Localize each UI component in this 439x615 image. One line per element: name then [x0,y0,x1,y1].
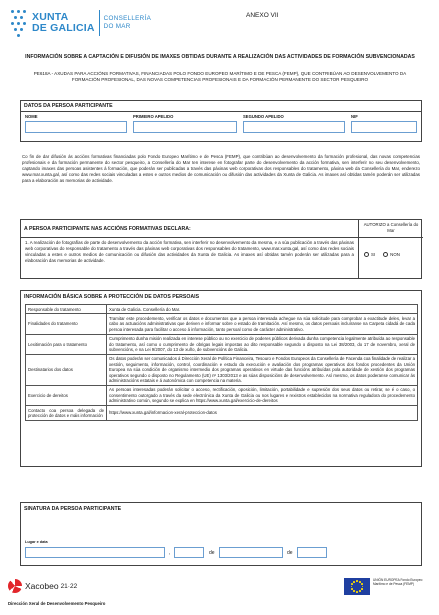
option-no[interactable] [383,252,400,257]
document-subtitle: PE618A - AXUDAS PARA ACCIÓNS FORMATIVAS, FINANCIADAS POLO FONDO EUROPEO MARÍTIMO E DE PESCA (FEMP), QUE CONTRIBÚAN AO DESENVOLVEMENTO DA FORMACIÓN PROFESIONAL, DAS NOVAS COMPETENCIAS PROFESIONAIS E DA FORMACIÓN PERMANENTE DO SECTOR PESQUEIRO [33,71,407,82]
authorize-divider [359,237,423,238]
place-field[interactable] [25,547,165,558]
signature-section [20,502,422,566]
row-label: Exercicio de dereitos [26,385,107,405]
eu-star-icon [351,586,353,588]
year-field[interactable] [297,547,327,558]
eu-star-icon [361,588,363,590]
yes-radio-icon[interactable] [364,252,369,257]
xunta-logo [10,8,151,38]
authorization-text: 1. A realización de fotografías de parte do desenvolvemento da acción formativa, sen interferir no desenvolvemento da mesma, e a súa publicación a través das páxinas web corporativas do responsable do tratamento a través das páxinas web corporativas dos responsables do tratamento, www.mar.xunta.gal, así como das redes sociais vinculadas a estes e outros medios de comunicación ou difusión das actividades da Xunta de Galicia. As imaxes así obtidas tamén poderán ser utilizadas para a elaboración das memorias de actividade. [25,240,354,263]
option-yes[interactable] [364,252,375,257]
row-label: Lexitimación para o tratamento [26,334,107,354]
row-value: Tramitar este procedemento, verificar os datos e documentos que a persoa interesada achegue na súa solicitude para comprobar a exactitude deles, levar a cabo as actuacións administrativas que deriven e informar sobre o estado de tramitación. Así mesmo, os datos persoais incluíranse na Carpeta cidadá de cada persoa interesada para facilitar o acceso á información, tanto persoal como de carácter administrativo. [107,314,418,334]
eu-star-icon [353,581,355,583]
surname2-field[interactable] [243,121,345,133]
day-field[interactable] [174,547,204,558]
no-label: NON [390,252,400,257]
row-value[interactable]: https://www.xunta.gal/informacion-xeral-proteccion-datos [107,406,418,421]
participant-heading: DATOS DA PERSOA PARTICIPANTE [21,101,421,112]
xunta-wordmark [32,12,95,34]
place-date-label: Lugar e data [25,540,48,544]
eu-star-icon [353,590,355,592]
document-title: INFORMACIÓN SOBRE A CAPTACIÓN E DIFUSIÓN DE IMAXES OBTIDAS DURANTE A REALIZACIÓN DAS ACTIVIDADES DE FORMACIÓN SUBVENCIONADAS [25,54,415,60]
row-label: Responsable do tratamento [26,305,107,314]
data-protection-row [26,354,418,385]
eu-star-icon [356,580,358,582]
row-value: Xunta de Galicia. Consellería do Mar. [107,305,418,314]
surname1-label: PRIMEIRO APELIDO [133,114,174,119]
xacobeo-logo [8,579,77,593]
authorization-divider [21,237,359,238]
row-value[interactable]: As persoas interesadas poderán solicitar o acceso, rectificación, oposición, limitación, portabilidade e supresión dos seus datos ou retirar, se é o caso, o consentimento outorgado a través da sede electrónica da Xunta de Galicia ou nos lugares e rexistros establecidos na normativa reguladora do procedemento administrativo común, segundo se explica en https://www.xunta.gal/exercicio-de-dereitos [107,385,418,405]
data-protection-row [26,305,418,314]
eu-flag-icon [344,578,370,595]
data-protection-table [25,304,418,421]
data-protection-row [26,385,418,405]
authorization-section [20,219,422,279]
conselleria-name [104,15,151,31]
data-protection-row [26,314,418,334]
xacobeo-year: 21·22 [60,582,78,590]
comma-separator: , [169,550,171,556]
authorize-column-heading: AUTORIZO a Consellería do Mar [363,222,419,233]
logo-sub-line-1: CONSELLERÍA [103,15,152,22]
footer-direction: Dirección Xeral de Desenvolvemento Pesqueiro [8,601,106,606]
eu-star-icon [361,583,363,585]
row-value: Os datos poderán ser comunicados á Dirección Xeral de Política Financeira, Tesouro e Fondos Europeos da Consellería de Facenda coa finalidade de realizar a xestión, seguimento, información, control, coordinación e estudo da execución e avaliación dos programas operativos dos fondos procedentes da Unión Europea na súa condición de organismo intermedio dos programas operativos en virtude das funcións atribuídas pola autoridade de xestión dos programas operativos segundo o disposto no Regulamento (UE) nº 1303/2013 e as súas disposicións de desenvolvemento. Así mesmo, os datos poderanse comunicar ás administracións estatais e á autonómica con competencia na materia. [107,354,418,385]
de-separator-1: de [209,550,215,556]
row-value: Cumprimento dunha misión realizada en interese público ou no exercicio de poderes públicos derivada dunha competencia legalmente atribuída ao responsable do tratamento, así como o cumprimento de obrigas legais impostas ao dito responsable segundo o disposto na Lei 38/2003, do 17 de novembro, xeral de subvencións, e na Lei 9/2007, do 13 de xuño, de subvencións de Galicia. [107,334,418,354]
eu-star-icon [351,583,353,585]
xacobeo-mark-icon [8,579,22,593]
eu-star-icon [362,586,364,588]
signature-heading: SINATURA DA PERSOA PARTICIPANTE [24,506,122,512]
eu-star-icon [356,591,358,593]
nif-label: NIF [351,114,358,119]
xacobeo-text: Xacobeo [25,581,59,591]
name-field[interactable] [25,121,127,133]
logo-sub-line-2: DO MAR [103,23,131,30]
eu-star-icon [359,590,361,592]
logo-line-1: XUNTA [32,11,69,23]
logo-line-2: DE GALICIA [32,22,95,34]
eu-text: UNIÓN EUROPEA Fondo Europeo Marítimo e de Pesca (FEMP) [373,578,423,586]
nif-field[interactable] [351,121,417,133]
month-field[interactable] [219,547,283,558]
row-label: Contacto coa persoa delegada de protección de datos e máis información [26,406,107,421]
row-label: Destinatarios dos datos [26,354,107,385]
de-separator-2: de [287,550,293,556]
annex-label: ANEXO VII [246,12,279,19]
name-label: NOME [25,114,38,119]
authorize-options [364,252,408,257]
logo-divider [99,10,100,36]
xunta-mark-icon [10,8,28,38]
participant-section [20,100,422,142]
surname1-field[interactable] [133,121,237,133]
no-radio-icon[interactable] [383,252,388,257]
intro-paragraph: Co fin de dar difusión ás accións formativas financiadas polo Fondo Europeo Marítimo e de Pesca (FEMP), que contribúan ao desenvolvemento da formación profesional, das novas competencias profesionais e da formación permanente do sector pesqueiro, a Consellería do Mar ten interese en fotografar parte do desenvolvemento da acción formativa, sen interferir no seu desenvolvemento, captando imaxes das persoas asistentes á formación, que poderán ser publicadas a través das páxinas web corporativas dos responsables do tratamento, páxina web da Consellería do Mar, enderezo www.mar.xunta.gal, así como das redes sociais vinculadas a estes e outros medios de comunicación ou difusión das actividades da Xunta de Galicia. As imaxes así obtidas tamén poderán ser utilizadas para a elaboración as memorias de actividade. [22,154,420,183]
row-label: Finalidades do tratamento [26,314,107,334]
surname2-label: SEGUNDO APELIDO [243,114,284,119]
authorization-heading: A PERSOA PARTICIPANTE NAS ACCIÓNS FORMATIVAS DECLARA: [24,226,191,232]
data-protection-row [26,406,418,421]
data-protection-row [26,334,418,354]
data-protection-heading: INFORMACIÓN BÁSICA SOBRE A PROTECCIÓN DE DATOS PERSOAIS [24,294,200,300]
yes-label: SI [371,252,376,257]
